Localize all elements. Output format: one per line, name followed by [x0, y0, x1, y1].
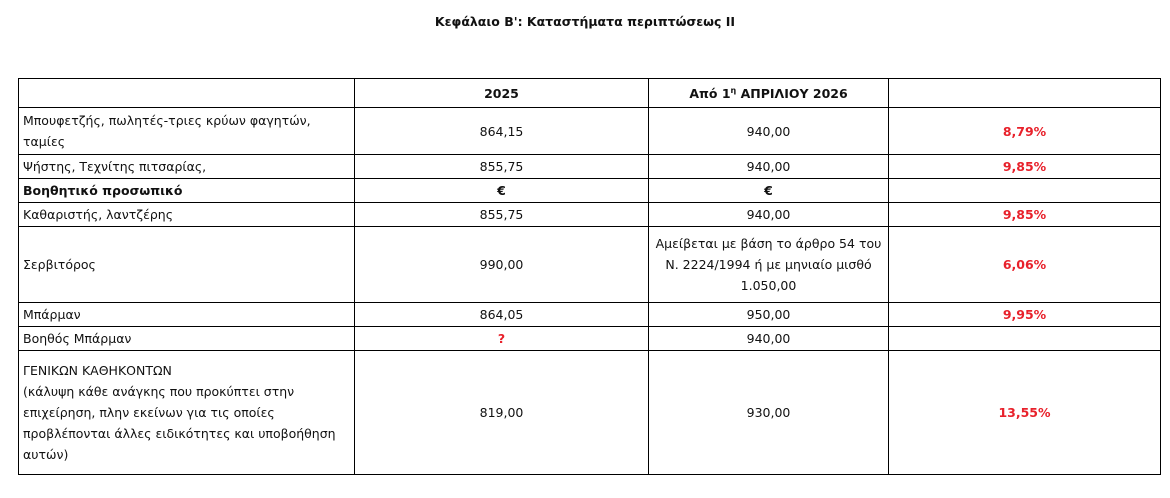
- row-label: Ψήστης, Τεχνίτης πιτσαρίας,: [19, 155, 355, 179]
- wage-table: [18, 78, 1161, 475]
- row-increase: [889, 327, 1161, 351]
- row-label: Σερβιτόρος: [19, 227, 355, 303]
- row-value-2026: 940,00: [649, 108, 889, 155]
- row-increase: 9,85%: [889, 203, 1161, 227]
- row-value-2026: Αμείβεται με βάση το άρθρο 54 του Ν. 2224/1994 ή με μηνιαίο μισθό 1.050,00: [649, 227, 889, 303]
- row-label-note: (κάλυψη κάθε ανάγκης που προκύπτει στην επιχείρηση, πλην εκείνων για τις οποίες προβλέπονται άλλες ειδικότητες και υποβοήθηση αυτών): [23, 384, 336, 462]
- row-value-2025: 855,75: [355, 155, 649, 179]
- row-label: Βοηθός Μπάρμαν: [19, 327, 355, 351]
- row-label: Μπάρμαν: [19, 303, 355, 327]
- row-value-2026: 940,00: [649, 203, 889, 227]
- table-row: [19, 155, 1161, 179]
- row-value-2025: 855,75: [355, 203, 649, 227]
- table-row: [19, 327, 1161, 351]
- section-row: [19, 179, 1161, 203]
- row-increase: 6,06%: [889, 227, 1161, 303]
- row-value-2025: 864,05: [355, 303, 649, 327]
- row-label: Καθαριστής, λαντζέρης: [19, 203, 355, 227]
- row-increase: [889, 179, 1161, 203]
- row-value-2026: 950,00: [649, 303, 889, 327]
- header-2025: 2025: [355, 79, 649, 108]
- row-value-2026: 940,00: [649, 327, 889, 351]
- row-value-2025: 864,15: [355, 108, 649, 155]
- row-value-2025-unknown: ?: [355, 327, 649, 351]
- header-label-cell: [19, 79, 355, 108]
- row-increase: 9,85%: [889, 155, 1161, 179]
- table-row: [19, 303, 1161, 327]
- row-value-2025: 990,00: [355, 227, 649, 303]
- row-currency-2026: €: [649, 179, 889, 203]
- table-row: [19, 203, 1161, 227]
- row-increase: 8,79%: [889, 108, 1161, 155]
- row-label-title: ΓΕΝΙΚΩΝ ΚΑΘΗΚΟΝΤΩΝ: [23, 363, 172, 378]
- table-row: [19, 227, 1161, 303]
- header-2026-sup: η: [730, 85, 737, 95]
- header-2026-prefix: Από 1: [689, 85, 731, 101]
- row-label: Μπουφετζής, πωλητές-τριες κρύων φαγητών, ταμίες: [19, 108, 355, 155]
- row-value-2026: 930,00: [649, 351, 889, 475]
- page-title: Κεφάλαιο Β': Καταστήματα περιπτώσεως ΙΙ: [434, 14, 736, 29]
- table-row: [19, 351, 1161, 475]
- table-row: [19, 108, 1161, 155]
- section-label: Βοηθητικό προσωπικό: [19, 179, 355, 203]
- row-currency-2025: €: [355, 179, 649, 203]
- row-increase: 13,55%: [889, 351, 1161, 475]
- header-2026: [649, 79, 889, 108]
- header-2026-suffix: ΑΠΡΙΛΙΟΥ 2026: [736, 85, 848, 101]
- row-value-2026: 940,00: [649, 155, 889, 179]
- row-value-2025: 819,00: [355, 351, 649, 475]
- header-pct: [889, 79, 1161, 108]
- row-increase: 9,95%: [889, 303, 1161, 327]
- header-row: [19, 79, 1161, 108]
- row-label: [19, 351, 355, 475]
